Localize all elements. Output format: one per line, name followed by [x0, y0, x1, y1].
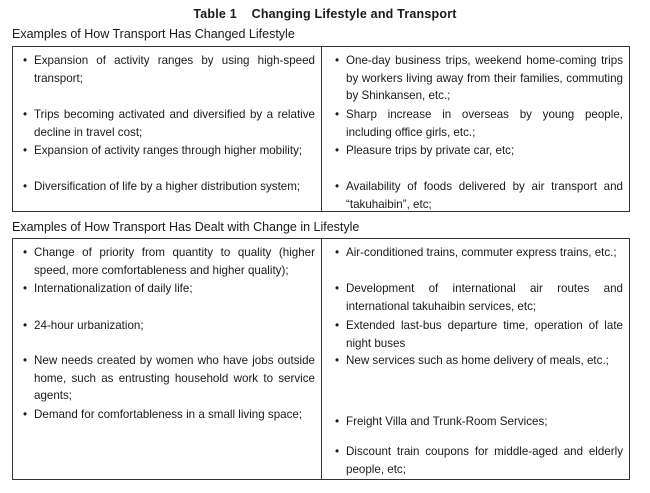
item-text: Trips becoming activated and diversified by a relative decline in travel cost; — [34, 108, 315, 139]
item-text: 24-hour urbanization; — [34, 319, 144, 332]
list-item — [23, 280, 315, 298]
bullet-icon: • — [23, 408, 28, 421]
list-item — [335, 443, 623, 478]
bullet-icon: • — [335, 415, 340, 428]
item-text: Availability of foods delivered by air transport and “takuhaibin”, etc; — [346, 180, 623, 211]
bullet-icon: • — [335, 54, 340, 67]
item-text: Sharp increase in overseas by young people, including office girls, etc.; — [346, 108, 623, 139]
list-item — [23, 142, 315, 160]
list-item — [23, 317, 315, 335]
list-item — [335, 142, 623, 160]
item-text: Expansion of activity ranges through higher mobility; — [34, 144, 303, 157]
bullet-icon: • — [23, 54, 28, 67]
item-text: Discount train coupons for middle-aged and elderly people, etc; — [346, 445, 623, 476]
table-box-dealt-with-change — [12, 238, 630, 480]
bullet-icon: • — [335, 319, 340, 332]
list-item — [335, 244, 623, 262]
item-text: New services such as home delivery of meals, etc.; — [346, 354, 609, 367]
list-item — [335, 317, 623, 352]
item-text: Air-conditioned trains, commuter express trains, etc.; — [346, 246, 617, 259]
item-text: Diversification of life by a higher distribution system; — [34, 180, 301, 193]
bullet-icon: • — [335, 445, 340, 458]
list-item — [335, 178, 623, 213]
bullet-icon: • — [335, 144, 340, 157]
column-divider — [321, 239, 322, 479]
list-item — [23, 52, 315, 87]
bullet-icon: • — [23, 246, 28, 259]
table-box-changed-lifestyle — [12, 46, 630, 212]
bullet-icon: • — [335, 180, 340, 193]
column-divider — [321, 47, 322, 211]
bullet-icon: • — [23, 144, 28, 157]
list-item — [335, 280, 623, 315]
list-item — [335, 52, 623, 105]
bullet-icon: • — [23, 319, 28, 332]
item-text: Pleasure trips by private car, etc; — [346, 144, 515, 157]
item-text: Development of international air routes and international takuhaibin services, etc; — [346, 282, 623, 313]
bullet-icon: • — [335, 108, 340, 121]
item-text: Expansion of activity ranges by using high-speed transport; — [34, 54, 315, 85]
list-item — [23, 406, 315, 424]
table-title: Table 1 Changing Lifestyle and Transport — [193, 7, 457, 21]
bullet-icon: • — [335, 246, 340, 259]
bullet-icon: • — [335, 282, 340, 295]
section-heading-changed-lifestyle: Examples of How Transport Has Changed Lifestyle — [12, 27, 295, 41]
item-text: Internationalization of daily life; — [34, 282, 193, 295]
item-text: Freight Villa and Trunk-Room Services; — [346, 415, 548, 428]
list-item — [335, 106, 623, 141]
list-item — [335, 352, 623, 370]
list-item — [23, 244, 315, 279]
item-text: New needs created by women who have jobs outside home, such as entrusting household work to service agents; — [34, 354, 315, 403]
item-text: Demand for comfortableness in a small living space; — [34, 408, 303, 421]
bullet-icon: • — [23, 354, 28, 367]
list-item — [23, 178, 315, 196]
list-item — [23, 352, 315, 405]
bullet-icon: • — [23, 108, 28, 121]
bullet-icon: • — [23, 180, 28, 193]
item-text: One-day business trips, weekend home-coming trips by workers living away from their families, commuting by Shinkansen, etc.; — [346, 54, 623, 103]
item-text: Change of priority from quantity to quality (higher speed, more comfortableness and higher quality); — [34, 246, 315, 277]
item-text: Extended last-bus departure time, operation of late night buses — [346, 319, 623, 350]
bullet-icon: • — [23, 282, 28, 295]
bullet-icon: • — [335, 354, 340, 367]
section-heading-dealt-with-change: Examples of How Transport Has Dealt with Change in Lifestyle — [12, 220, 360, 234]
list-item — [335, 413, 623, 431]
list-item — [23, 106, 315, 141]
